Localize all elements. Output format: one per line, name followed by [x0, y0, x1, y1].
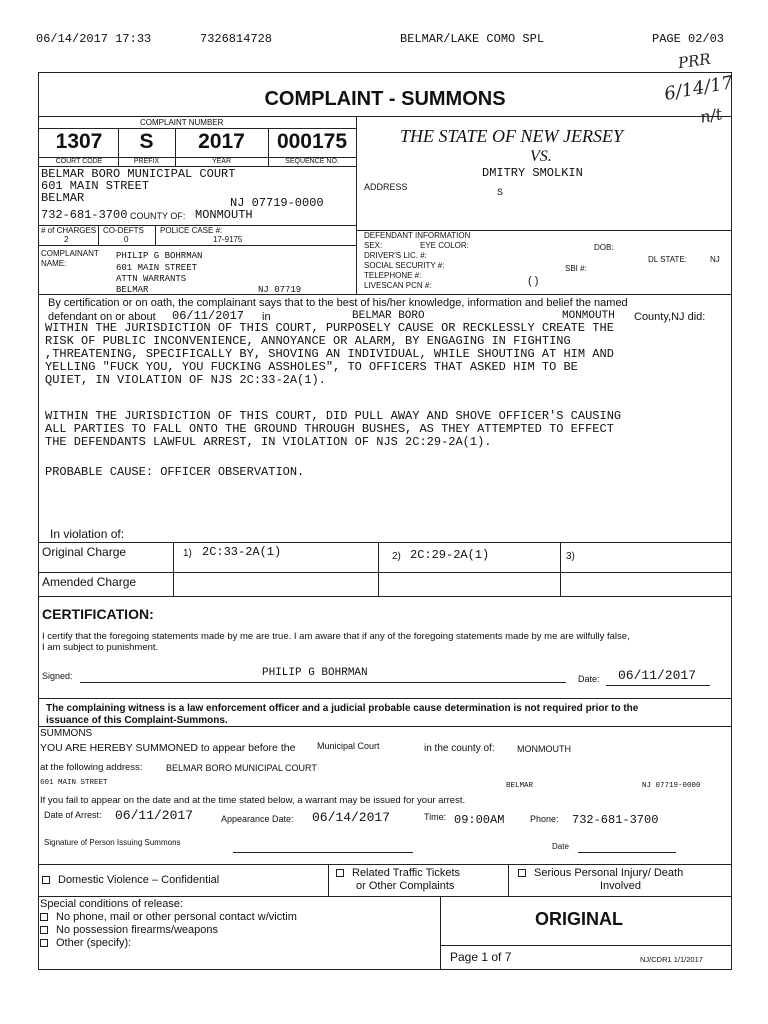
appearance-time-label: Time: — [424, 812, 447, 822]
form-identifier: NJ/CDR1 1/1/2017 — [640, 955, 703, 964]
issue-date-label: Date — [552, 842, 569, 851]
narrative-line: WITHIN THE JURISDICTION OF THIS COURT, PURPOSELY CAUSE OR RECKLESSLY CREATE THE — [45, 321, 614, 335]
court-street: 601 MAIN STREET — [41, 179, 150, 193]
charge-number-1: 1) — [183, 548, 192, 559]
defendant-info-header: DEFENDANT INFORMATION — [364, 231, 471, 240]
narrative-line: RISK OF PUBLIC INCONVENIENCE, ANNOYANCE OR ALARM, BY ENGAGING IN FIGHTING — [45, 334, 571, 348]
sex-label: SEX: — [364, 241, 383, 250]
offense-municipality: BELMAR BORO — [352, 310, 425, 322]
ssn-label: SOCIAL SECURITY #: — [364, 261, 445, 270]
prefix-label: PREFIX — [133, 158, 160, 165]
dob-label: DOB: — [594, 243, 614, 252]
oath-in-label: in — [262, 311, 271, 323]
address-label: ADDRESS — [364, 182, 408, 192]
summons-heading: SUMMONS — [40, 728, 93, 739]
offense-county: MONMOUTH — [562, 310, 615, 322]
certification-date: 06/11/2017 — [618, 668, 697, 683]
form-frame — [38, 72, 732, 970]
court-state-zip: NJ 07719-0000 — [230, 196, 324, 210]
appearance-time: 09:00AM — [454, 813, 505, 827]
complainant-label: COMPLAINANT NAME: — [41, 249, 99, 268]
arrest-date-label: Date of Arrest: — [44, 810, 102, 820]
court-code: 1307 — [55, 130, 103, 153]
drivers-license-label: DRIVER'S LIC. #: — [364, 251, 427, 260]
court-county: MONMOUTH — [195, 208, 253, 222]
certification-date-label: Date: — [578, 674, 600, 684]
summons-county-label: in the county of: — [424, 743, 495, 754]
original-charge-2: 2C:29-2A(1) — [410, 548, 490, 562]
amended-charge-label: Amended Charge — [42, 575, 137, 589]
county-suffix: County,NJ did: — [634, 311, 706, 323]
fax-datetime: 06/14/2017 17:33 — [36, 32, 152, 46]
defendant-name: DMITRY SMOLKIN — [482, 166, 583, 180]
police-case-label: POLICE CASE #: — [160, 226, 223, 235]
original-copy-label: ORIGINAL — [535, 909, 623, 929]
certification-text-continued: I am subject to punishment. — [42, 642, 159, 653]
charges-count: 2 — [64, 235, 69, 244]
telephone-label: TELEPHONE #: — [364, 271, 422, 280]
dl-state-value: NJ — [710, 255, 720, 264]
telephone-value: ( ) — [528, 275, 539, 287]
domestic-violence-label: Domestic Violence – Confidential — [58, 874, 220, 886]
page-indicator: Page 1 of 7 — [450, 950, 512, 964]
probable-cause-notice: The complaining witness is a law enforcement officer and a judicial probable cause determination is not required prior to the — [46, 703, 639, 714]
charge-number-2: 2) — [392, 551, 401, 562]
narrative-line: ,THREATENING, SPECIFICALLY BY, SHOVING AN INDIVIDUAL, WHILE SHOUTING AT HIM AND — [45, 347, 614, 361]
arrest-date: 06/11/2017 — [115, 808, 194, 823]
appearance-date-label: Appearance Date: — [221, 814, 294, 824]
violation-label: In violation of: — [50, 527, 125, 541]
narrative-line: QUIET, IN VIOLATION OF NJS 2C:33-2A(1). — [45, 373, 326, 387]
oath-statement: By certification or on oath, the complainant says that to the best of his/her knowledge, information and belief the named — [48, 297, 628, 309]
related-tickets-label-continued: or Other Complaints — [356, 880, 455, 892]
issuer-signature-label: Signature of Person Issuing Summons — [44, 838, 181, 847]
sequence-number: 000175 — [276, 130, 348, 153]
appearance-date: 06/14/2017 — [312, 810, 391, 825]
sequence-label: SEQUENCE NO. — [285, 158, 339, 165]
serious-injury-checkbox[interactable] — [518, 869, 526, 877]
handwritten-date: 6/14/17 — [662, 72, 735, 105]
handwritten-mark: n/t — [698, 104, 724, 127]
complainant-street: 601 MAIN STREET — [116, 263, 198, 273]
codefts-label: CO-DEFTS — [103, 226, 144, 235]
summons-address: BELMAR BORO MUNICIPAL COURT — [166, 763, 317, 773]
special-conditions-heading: Special conditions of release: — [40, 898, 184, 910]
serious-injury-label: Serious Personal Injury/ Death — [534, 867, 684, 879]
codefts-count: 0 — [124, 235, 129, 244]
signed-label: Signed: — [42, 671, 73, 681]
no-firearms-checkbox[interactable] — [40, 926, 48, 934]
complainant-state-zip: NJ 07719 — [258, 285, 302, 295]
charges-label: # of CHARGES — [41, 226, 97, 235]
probable-cause-notice-continued: issuance of this Complaint-Summons. — [46, 715, 228, 726]
fax-page: PAGE 02/03 — [652, 32, 725, 46]
domestic-violence-option[interactable] — [42, 874, 219, 886]
summons-county: MONMOUTH — [517, 744, 571, 754]
state-caption: THE STATE OF NEW JERSEY — [400, 126, 623, 146]
fax-phone: 7326814728 — [200, 32, 273, 46]
eye-color-label: EYE COLOR: — [420, 241, 469, 250]
certification-text: I certify that the foregoing statements made by me are true. I am aware that if any of the foregoing statements made by me are wilfully false, — [42, 631, 630, 642]
complaint-year: 2017 — [198, 130, 245, 153]
address-value: S — [497, 188, 504, 199]
other-condition-label: Other (specify): — [56, 937, 132, 949]
related-tickets-label: Related Traffic Tickets — [352, 867, 461, 879]
no-firearms-option[interactable] — [40, 924, 218, 936]
no-contact-checkbox[interactable] — [40, 913, 48, 921]
original-charge-label: Original Charge — [42, 545, 127, 559]
no-firearms-label: No possession firearms/weapons — [56, 924, 219, 936]
dl-state-label: DL STATE: — [648, 255, 687, 264]
summons-city: BELMAR — [506, 782, 534, 790]
summons-state-zip: NJ 07719-0000 — [642, 782, 701, 790]
offense-date: 06/11/2017 — [172, 309, 245, 323]
narrative-line: WITHIN THE JURISDICTION OF THIS COURT, DID PULL AWAY AND SHOVE OFFICER'S CAUSING — [45, 409, 622, 423]
handwritten-initials: PRR — [676, 49, 712, 73]
serious-injury-label-continued: Involved — [600, 880, 641, 892]
livescan-label: LIVESCAN PCN #: — [364, 281, 432, 290]
versus-label: VS. — [530, 148, 552, 165]
fax-sender: BELMAR/LAKE COMO SPL — [400, 32, 545, 46]
court-name: BELMAR BORO MUNICIPAL COURT — [41, 167, 236, 181]
court-phone-summons: 732-681-3700 — [572, 813, 659, 827]
summons-address-label: at the following address: — [40, 762, 143, 773]
charge-number-3: 3) — [566, 551, 575, 562]
related-tickets-option[interactable] — [336, 867, 460, 893]
complainant-city: BELMAR — [116, 285, 149, 295]
court-phone-label: Phone: — [530, 814, 559, 824]
year-label: YEAR — [211, 158, 232, 165]
sbi-label: SBI #: — [565, 264, 587, 273]
summons-court-type: Municipal Court — [317, 741, 380, 751]
court-code-label: COURT CODE — [55, 158, 103, 165]
failure-to-appear-warning: If you fail to appear on the date and at the time stated below, a warrant may be issued for your arrest. — [40, 795, 466, 806]
summons-instruction: YOU ARE HEREBY SUMMONED to appear before the — [40, 742, 296, 754]
court-phone: 732-681-3700 — [41, 208, 128, 222]
complaint-prefix: S — [139, 130, 154, 153]
county-label: COUNTY OF: — [130, 211, 186, 221]
complainant-name: PHILIP G BOHRMAN — [116, 251, 203, 261]
complainant-attn: ATTN WARRANTS — [116, 274, 187, 284]
domestic-violence-checkbox[interactable] — [42, 876, 50, 884]
complaint-number-label: COMPLAINT NUMBER — [140, 118, 224, 127]
no-contact-label: No phone, mail or other personal contact w/victim — [56, 911, 297, 923]
certification-heading: CERTIFICATION: — [42, 606, 154, 622]
other-condition-option[interactable] — [40, 937, 131, 949]
court-city: BELMAR — [41, 191, 85, 205]
narrative-line: PROBABLE CAUSE: OFFICER OBSERVATION. — [45, 465, 305, 479]
serious-injury-option[interactable] — [518, 867, 683, 893]
other-condition-checkbox[interactable] — [40, 939, 48, 947]
police-case-number: 17-9175 — [213, 235, 243, 244]
oath-statement-prefix: defendant on or about — [48, 311, 156, 323]
no-contact-option[interactable] — [40, 911, 297, 923]
narrative-line: THE DEFENDANTS LAWFUL ARREST, IN VIOLATION OF NJS 2C:29-2A(1). — [45, 435, 492, 449]
narrative-line: ALL PARTIES TO FALL ONTO THE GROUND THROUGH BUSHES, AS THEY ATTEMPTED TO EFFECT — [45, 422, 614, 436]
complainant-signature: PHILIP G BOHRMAN — [262, 667, 368, 679]
related-tickets-checkbox[interactable] — [336, 869, 344, 877]
original-charge-1: 2C:33-2A(1) — [202, 545, 282, 559]
summons-street: 601 MAIN STREET — [40, 779, 108, 787]
form-title: COMPLAINT - SUMMONS — [264, 88, 506, 110]
narrative-line: YELLING "FUCK YOU, YOU FUCKING ASSHOLES", TO OFFICERS THAT ASKED HIM TO BE — [45, 360, 578, 374]
